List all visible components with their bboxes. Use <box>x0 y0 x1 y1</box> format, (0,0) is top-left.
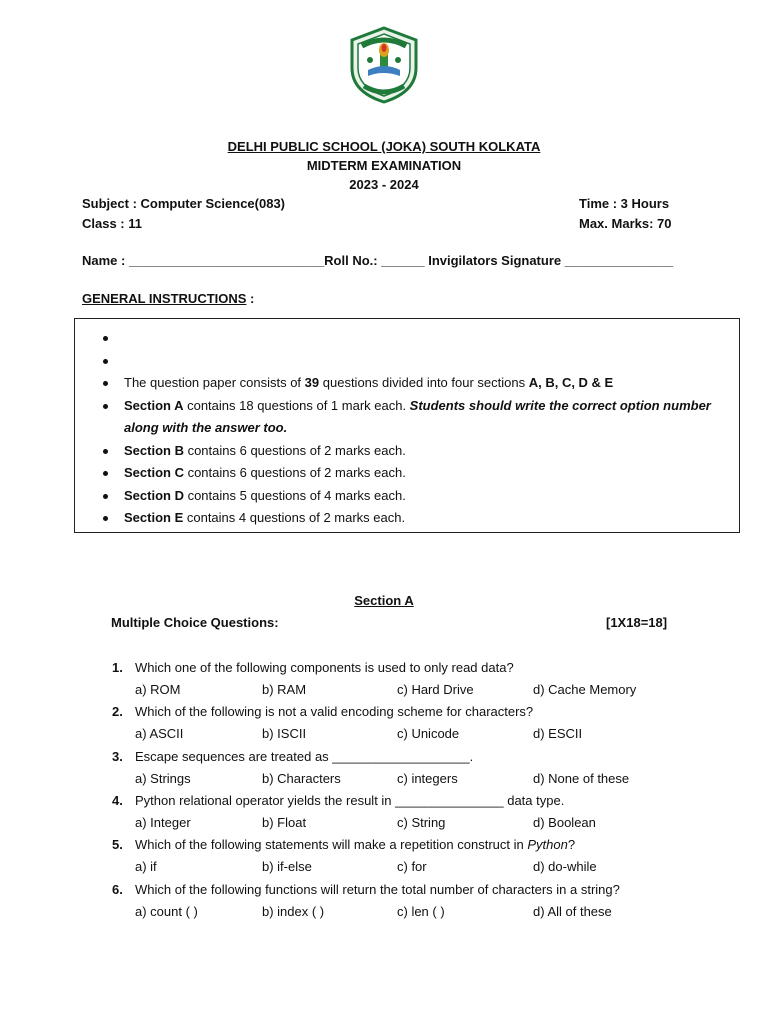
answer-option: a) count ( ) <box>135 903 198 919</box>
school-name: DELHI PUBLIC SCHOOL (JOKA) SOUTH KOLKATA <box>227 139 541 154</box>
bullet-icon <box>103 471 108 476</box>
answer-option: d) ESCII <box>533 726 583 742</box>
instruction-text: questions divided into four sections <box>319 375 529 390</box>
question-number: 3. <box>112 748 123 764</box>
instruction-text: contains 18 questions of 1 mark each. <box>183 397 410 413</box>
instruction-item <box>75 395 739 440</box>
instruction-text: Section E <box>124 510 184 525</box>
name-roll-signature-line: Name : ___________________________Roll No.: ______ Invigilators Signature _______________ <box>82 253 674 268</box>
instruction-item <box>75 372 739 395</box>
instruction-item <box>75 440 739 463</box>
bullet-icon <box>103 449 108 454</box>
bullet-icon <box>103 359 108 364</box>
exam-title: MIDTERM EXAMINATION <box>306 158 462 173</box>
answer-option: d) Boolean <box>533 814 596 830</box>
question-text: Python relational operator yields the result in _______________ data type. <box>135 792 565 808</box>
answer-option: b) index ( ) <box>262 903 325 919</box>
answer-option: a) ROM <box>135 682 181 697</box>
school-crest-logo <box>346 26 422 104</box>
question-text: Which of the following is not a valid encoding scheme for characters? <box>135 704 534 720</box>
instruction-text: contains 4 questions of 2 marks each. <box>183 510 406 525</box>
instruction-text: Students should write the correct option number along with the answer too. <box>124 397 711 435</box>
instruction-text: Section B <box>124 442 184 458</box>
instruction-item <box>75 462 739 485</box>
answer-option: a) Strings <box>135 770 191 786</box>
question-number: 6. <box>112 881 123 897</box>
section-a-marks: [1X18=18] <box>606 615 668 630</box>
answer-option: d) Cache Memory <box>533 682 637 697</box>
instruction-text: contains 6 questions of 2 marks each. <box>183 442 406 458</box>
answer-option: c) for <box>397 859 427 875</box>
section-a-subtitle: Multiple Choice Questions: <box>111 615 279 630</box>
instruction-text: A, B, C, D & E <box>528 375 614 390</box>
instruction-text: contains 5 questions of 4 marks each. <box>183 487 406 503</box>
question-number: 4. <box>112 792 123 808</box>
instruction-text: Section C <box>124 465 184 480</box>
answer-option: c) len ( ) <box>397 903 445 919</box>
instructions-box <box>74 318 740 533</box>
instruction-item <box>75 350 739 373</box>
question-text: Which of the following statements will make a repetition construct in Python? <box>135 837 576 853</box>
answer-option: a) Integer <box>135 814 191 830</box>
answer-option: b) if-else <box>262 859 312 875</box>
bullet-icon <box>103 404 108 409</box>
question-number: 1. <box>112 660 123 675</box>
exam-year: 2023 - 2024 <box>349 177 419 192</box>
instruction-text: 39 <box>304 375 320 390</box>
question-text: Which of the following functions will return the total number of characters in a string? <box>135 881 620 897</box>
answer-option: a) ASCII <box>135 726 184 742</box>
max-marks-label: Max. Marks: 70 <box>579 216 672 231</box>
subject-label: Subject : Computer Science(083) <box>82 196 285 211</box>
section-a-title: Section A <box>354 593 414 608</box>
bullet-icon <box>103 381 108 386</box>
question-number: 2. <box>112 704 123 720</box>
instruction-item <box>75 507 739 530</box>
class-label: Class : 11 <box>82 216 142 231</box>
instruction-item <box>75 485 739 508</box>
time-label: Time : 3 Hours <box>579 196 670 211</box>
answer-option: c) Unicode <box>397 726 460 742</box>
bullet-icon <box>103 494 108 499</box>
answer-option: d) do-while <box>533 859 597 875</box>
answer-option: c) String <box>397 814 446 830</box>
answer-option: a) if <box>135 859 157 875</box>
bullet-icon <box>103 516 108 521</box>
question-number: 5. <box>112 837 123 853</box>
question-text: Which one of the following components is used to only read data? <box>135 660 514 675</box>
answer-option: d) All of these <box>533 903 612 919</box>
question-text: Escape sequences are treated as ___________________. <box>135 748 474 764</box>
instruction-text: contains 6 questions of 2 marks each. <box>183 465 406 480</box>
instructions-list <box>75 327 739 530</box>
answer-option: b) RAM <box>262 682 307 697</box>
answer-option: d) None of these <box>533 770 630 786</box>
answer-option: b) Characters <box>262 770 341 786</box>
instruction-text: The question paper consists of <box>124 375 305 390</box>
general-instructions-heading: GENERAL INSTRUCTIONS : <box>82 291 255 306</box>
answer-option: b) Float <box>262 814 307 830</box>
bullet-icon <box>103 336 108 341</box>
answer-option: c) Hard Drive <box>397 682 474 697</box>
instruction-text: Section D <box>124 487 184 503</box>
instruction-text: Section A <box>124 397 184 413</box>
answer-option: c) integers <box>397 770 458 786</box>
instruction-item <box>75 327 739 350</box>
answer-option: b) ISCII <box>262 726 307 742</box>
